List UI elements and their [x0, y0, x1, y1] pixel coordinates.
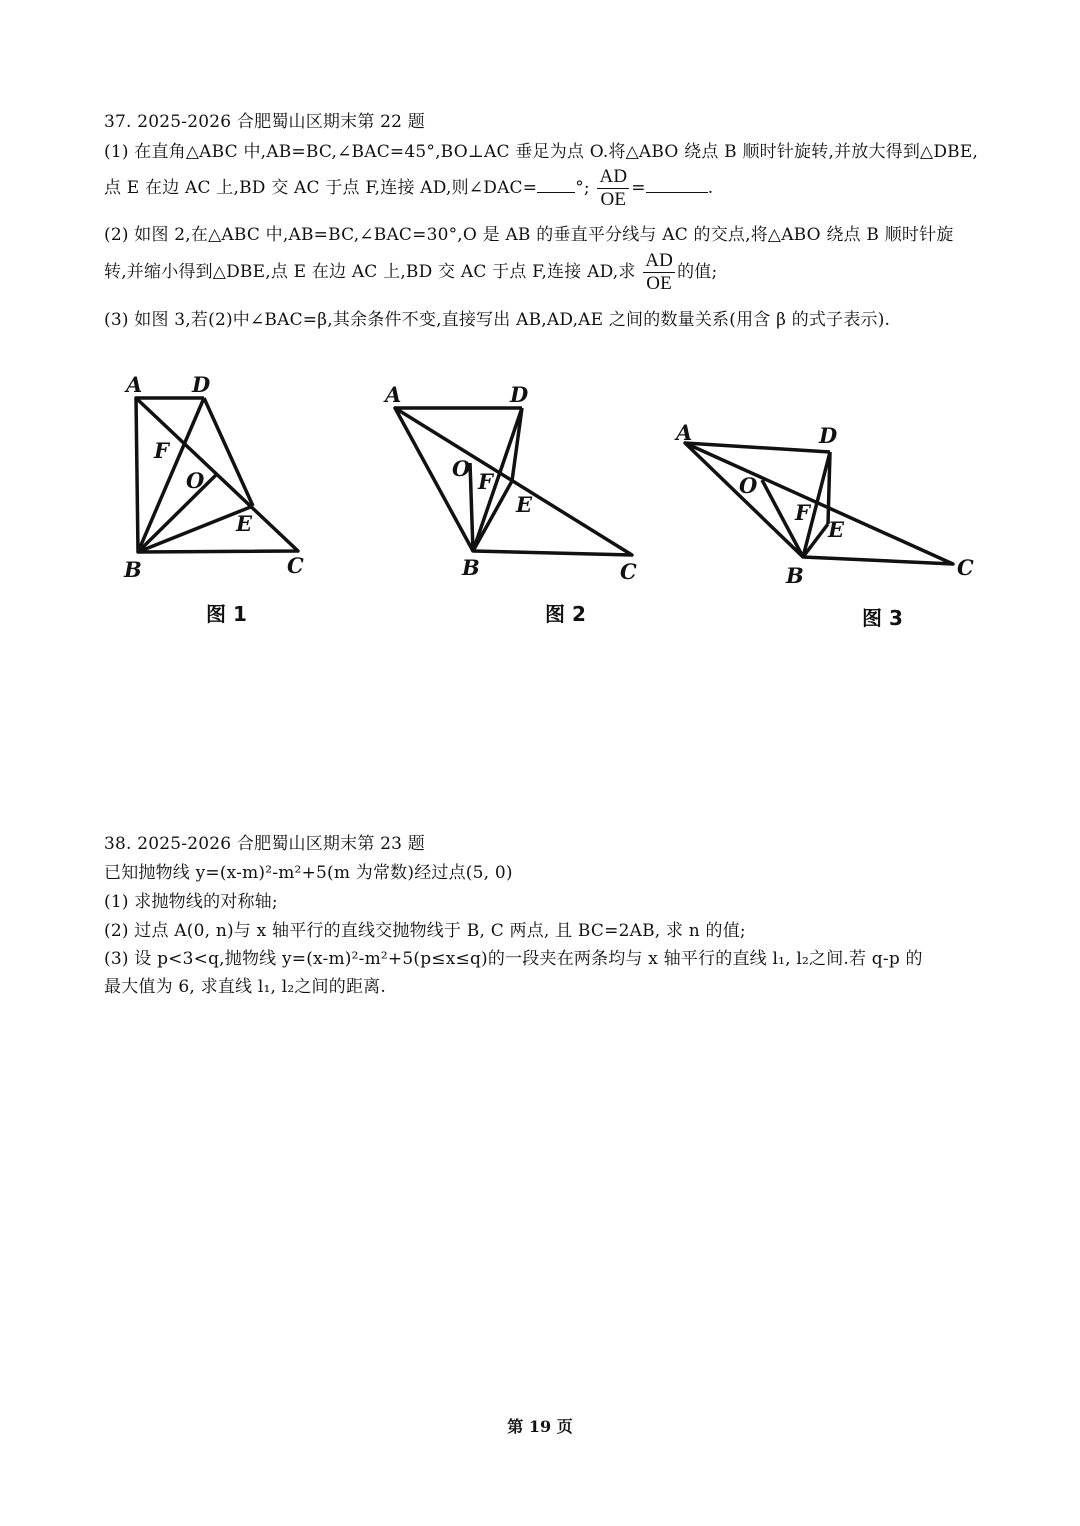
figure-1-caption: 图 1 [206, 602, 247, 626]
fig2-label-d: D [510, 382, 529, 407]
figure-3-lines [685, 443, 953, 564]
q37-part2-line1: (2) 如图 2,在△ABC 中,AB=BC,∠BAC=30°,O 是 AB 的垂直平分线与 AC 的交点,将△ABO 绕点 B 顺时针旋 [104, 225, 954, 245]
fraction-numerator: AD [599, 166, 628, 187]
figure-2-lines [395, 408, 632, 555]
q38-part3-line2: 最大值为 6, 求直线 l₁, l₂之间的距离. [104, 977, 386, 997]
fig3-label-e: E [828, 517, 845, 542]
fraction-numerator: AD [645, 250, 674, 271]
q37-part2-line2 [104, 250, 717, 295]
q37-degree-text: °; [575, 178, 590, 198]
fig3-label-a: A [676, 420, 693, 445]
fig3-label-f: F [795, 500, 810, 525]
figure-2-diagram [380, 375, 650, 590]
fig2-label-o: O [452, 456, 471, 481]
q38-title: 38. 2025-2026 合肥蜀山区期末第 23 题 [104, 834, 425, 854]
fig3-label-b: B [786, 563, 804, 588]
fig1-label-d: D [192, 372, 211, 397]
fig2-label-a: A [385, 382, 402, 407]
fraction-denominator: OE [646, 273, 672, 294]
figure-2-caption: 图 2 [545, 602, 586, 626]
fig2-label-c: C [620, 559, 637, 584]
fig3-label-o: O [739, 473, 758, 498]
fig1-label-b: B [124, 557, 142, 582]
fraction-ad-oe [597, 166, 629, 211]
q37-title: 37. 2025-2026 合肥蜀山区期末第 22 题 [104, 112, 425, 132]
q38-part1: (1) 求抛物线的对称轴; [104, 892, 278, 912]
fig3-label-c: C [957, 555, 974, 580]
q37-part3-line: (3) 如图 3,若(2)中∠BAC=β,其余条件不变,直接写出 AB,AD,AE 之间的数量关系(用含 β 的式子表示). [104, 310, 891, 330]
q37-part1-text: 点 E 在边 AC 上,BD 交 AC 于点 F,连接 AD,则∠DAC= [104, 178, 538, 198]
q37-part2-tail: 的值; [677, 262, 718, 282]
fraction-ad-oe-2 [643, 250, 675, 295]
fraction-denominator: OE [600, 189, 627, 210]
answer-blank-ratio [646, 178, 708, 193]
figure-1-diagram [110, 365, 340, 590]
fig2-label-b: B [462, 555, 480, 580]
figure-3-caption: 图 3 [862, 606, 903, 630]
fig1-label-c: C [287, 553, 304, 578]
fig1-label-a: A [126, 372, 143, 397]
q38-part2: (2) 过点 A(0, n)与 x 轴平行的直线交抛物线于 B, C 两点, 且 BC=2AB, 求 n 的值; [104, 921, 746, 941]
answer-blank-angle [537, 178, 575, 193]
fig2-label-e: E [516, 492, 533, 517]
q37-part1-line2 [104, 166, 713, 211]
fig1-label-e: E [236, 511, 253, 536]
fig1-label-f: F [154, 438, 169, 463]
figure-3-diagram [670, 420, 980, 595]
q37-part1-line1: (1) 在直角△ABC 中,AB=BC,∠BAC=45°,BO⊥AC 垂足为点 O.将△ABO 绕点 B 顺时针旋转,并放大得到△DBE, [104, 142, 979, 162]
fig1-label-o: O [186, 468, 205, 493]
q38-intro: 已知抛物线 y=(x-m)²-m²+5(m 为常数)经过点(5, 0) [104, 863, 513, 883]
fig2-label-f: F [478, 469, 493, 494]
q37-equals: = [631, 178, 646, 198]
page-number: 第 19 页 [507, 1417, 573, 1436]
figure-1-lines [136, 398, 298, 552]
q37-part2-text: 转,并缩小得到△DBE,点 E 在边 AC 上,BD 交 AC 于点 F,连接 AD,求 [104, 262, 636, 282]
fig3-label-d: D [819, 423, 838, 448]
q38-part3-line1: (3) 设 p<3<q,抛物线 y=(x-m)²-m²+5(p≤x≤q)的一段夹在两条均与 x 轴平行的直线 l₁, l₂之间.若 q-p 的 [104, 949, 923, 969]
q37-period: . [707, 178, 714, 198]
